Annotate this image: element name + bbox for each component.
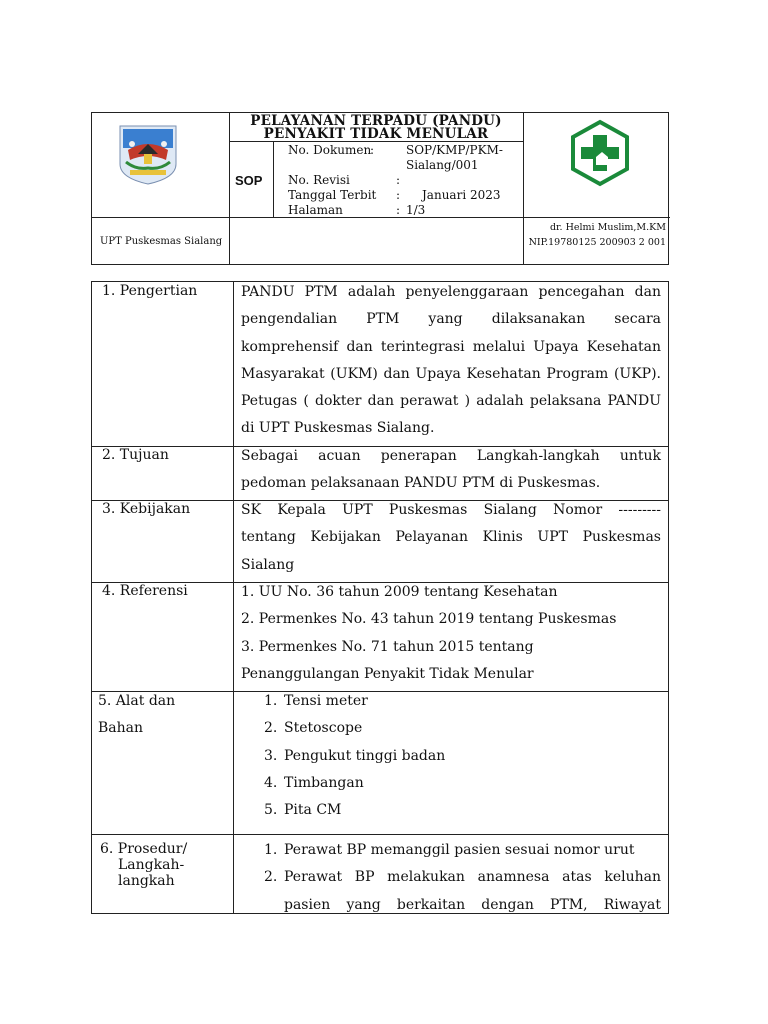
section-text-pengertian xyxy=(241,279,661,443)
revision-separator: : xyxy=(396,173,401,187)
section-text-tujuan xyxy=(241,443,661,498)
section-label-alat-line1: 5. Alat dan xyxy=(98,693,176,709)
text-line: pedoman pelaksanaan PANDU PTM di Puskesmas. xyxy=(241,475,601,492)
section-label-pengertian: 1. Pengertian xyxy=(102,283,198,299)
institution-name: UPT Puskesmas Sialang xyxy=(100,236,223,247)
section-label-prosedur-line2: Langkah- xyxy=(118,857,185,873)
procedure-list xyxy=(264,837,661,919)
text-line: komprehensif dan terintegrasi melalui Upaya Kesehatan xyxy=(241,338,661,355)
list-item: 1. Tensi meter xyxy=(264,693,368,709)
regency-emblem-icon xyxy=(116,124,180,186)
header-divider xyxy=(92,217,670,218)
text-line: pengendalian PTM yang dilaksanakan secara xyxy=(241,311,661,328)
section-text-kebijakan xyxy=(241,497,661,579)
document-title-line2: PENYAKIT TIDAK MENULAR xyxy=(263,126,489,142)
row-divider xyxy=(92,834,668,835)
document-header-table xyxy=(91,112,669,265)
sop-content-table xyxy=(91,281,669,914)
signer-nip: NIP.19780125 200903 2 001 xyxy=(528,237,666,248)
section-label-alat-line2: Bahan xyxy=(98,720,144,736)
issue-date-label: Tanggal Terbit xyxy=(288,188,377,202)
reference-item-continuation: Penanggulangan Penyakit Tidak Menular xyxy=(241,665,534,682)
reference-item: 2. Permenkes No. 43 tahun 2019 tentang Puskesmas xyxy=(241,611,617,628)
text-line: Masyarakat (UKM) dan Upaya Kesehatan Program (UKP). xyxy=(241,365,661,382)
doc-number-label: No. Dokumen xyxy=(288,143,372,157)
text-line: Sialang xyxy=(241,556,295,573)
sop-label: SOP xyxy=(235,173,263,188)
revision-label: No. Revisi xyxy=(288,173,350,187)
doc-number-separator: : xyxy=(370,143,375,157)
list-item: 5. Pita CM xyxy=(264,802,342,819)
list-item: 2. Perawat BP melakukan anamnesa atas keluhan pasien yang berkaitan dengan PTM, Riwayat xyxy=(264,869,661,913)
column-divider xyxy=(233,282,234,913)
text-line: Petugas ( dokter dan perawat ) adalah pelaksana PANDU xyxy=(241,393,661,410)
section-label-referensi: 4. Referensi xyxy=(102,583,188,599)
text-line: PANDU PTM adalah penyelenggaraan pencegahan dan xyxy=(241,284,661,300)
signer-name: dr. Helmi Muslim,M.KM xyxy=(549,222,666,233)
puskesmas-cross-logo-icon xyxy=(569,119,631,187)
header-divider xyxy=(273,141,274,217)
list-item: 3. Pengukut tinggi badan xyxy=(264,747,446,764)
reference-item: 1. UU No. 36 tahun 2009 tentang Kesehatan xyxy=(241,584,558,600)
header-divider xyxy=(523,113,524,265)
section-label-prosedur-line3: langkah xyxy=(118,873,175,889)
list-item: 1. Perawat BP memanggil pasien sesuai nomor urut xyxy=(264,842,635,858)
doc-number-value-line2: Sialang/001 xyxy=(406,158,479,172)
issue-date-value: Januari 2023 xyxy=(422,188,501,202)
section-label-prosedur-line1: 6. Prosedur/ xyxy=(100,841,188,857)
document-title-line1: PELAYANAN TERPADU (PANDU) xyxy=(250,113,502,129)
list-item: 4. Timbangan xyxy=(264,774,364,791)
issue-date-separator: : xyxy=(396,188,401,202)
text-line: di UPT Puskesmas Sialang. xyxy=(241,420,435,437)
page-value: 1/3 xyxy=(406,203,426,217)
text-line: Sebagai acuan penerapan Langkah-langkah untuk xyxy=(241,448,661,464)
text-line: SK Kepala UPT Puskesmas Sialang Nomor --------- xyxy=(241,502,661,518)
reference-item: 3. Permenkes No. 71 tahun 2015 tentang xyxy=(241,638,534,655)
page-separator: : xyxy=(396,203,401,217)
text-line: tentang Kebijakan Pelayanan Klinis UPT Puskesmas xyxy=(241,529,661,546)
list-item: 2. Stetoscope xyxy=(264,720,363,737)
section-label-kebijakan: 3. Kebijakan xyxy=(102,501,191,517)
equipment-list xyxy=(264,688,445,824)
doc-number-value-line1: SOP/KMP/PKM- xyxy=(406,143,503,157)
page-label: Halaman xyxy=(288,203,343,217)
section-text-referensi xyxy=(241,579,661,688)
section-label-tujuan: 2. Tujuan xyxy=(102,447,169,463)
